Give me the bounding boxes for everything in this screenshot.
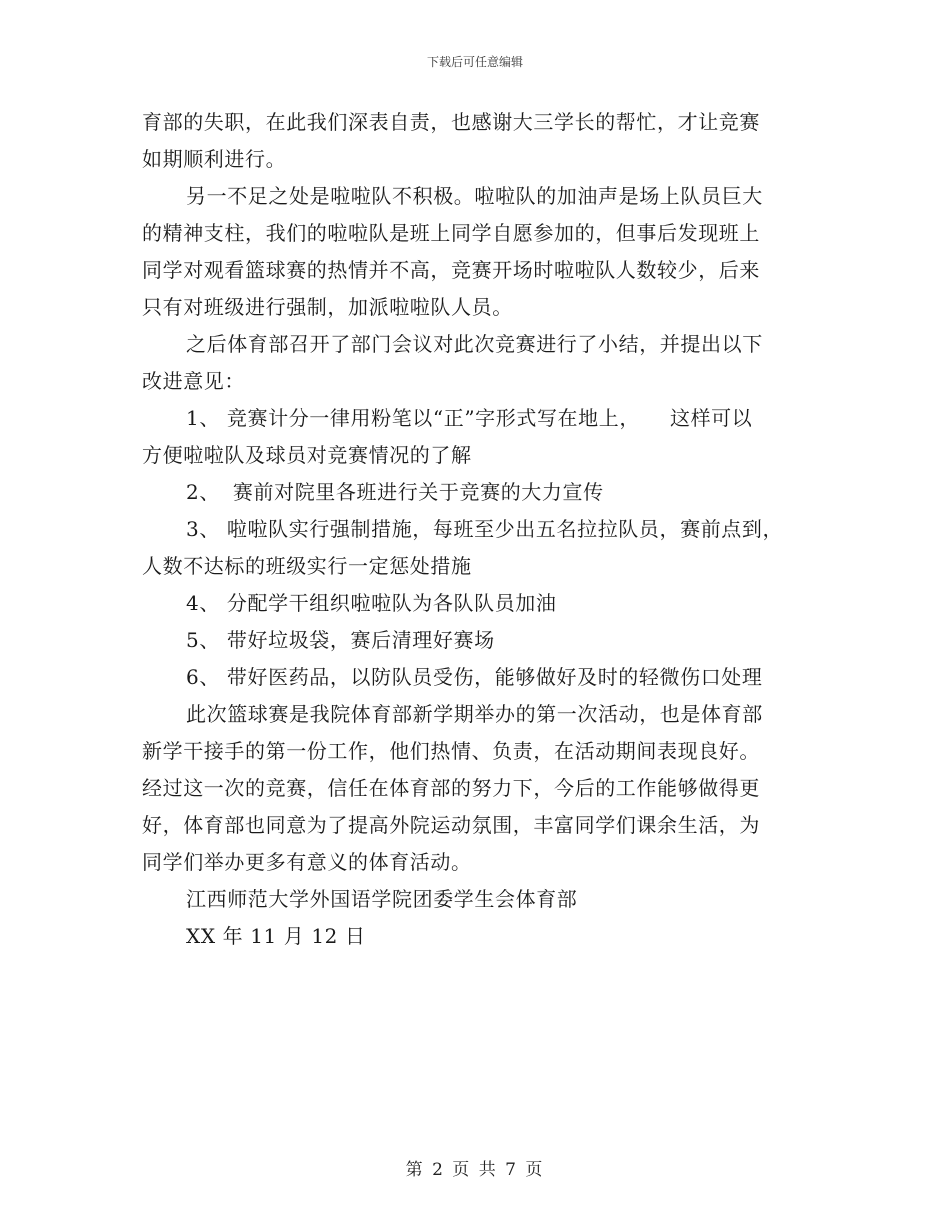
paragraph-3-line-1: 之后体育部召开了部门会议对此次竞赛进行了小结，并提出以下 (186, 332, 763, 356)
list-item-4 (142, 585, 814, 622)
list-item-text-cont: 这样可以 (669, 406, 753, 430)
list-item-text: 带好医药品，以防队员受伤，能够做好及时的轻微伤口处理 (226, 665, 763, 689)
list-item-number: 1、 (186, 406, 220, 430)
list-item-text: 啦啦队实行强制措施，每班至少出五名拉拉队员，赛前点到， (226, 517, 784, 541)
list-item-number: 2、 (186, 480, 220, 504)
page-number: 第 2 页 共 7 页 (405, 1160, 545, 1180)
list-item-3 (142, 511, 814, 548)
list-item-number: 4、 (186, 591, 220, 615)
paragraph-2-line-3: 同学对观看篮球赛的热情并不高，竞赛开场时啦啦队人数较少，后来 (142, 258, 760, 282)
document-body (142, 104, 814, 955)
paragraph-4-line-2: 新学干接手的第一份工作，他们热情、负责，在活动期间表现良好。 (142, 739, 760, 763)
list-item-number: 5、 (186, 628, 220, 652)
signature: 江西师范大学外国语学院团委学生会体育部 (186, 887, 578, 911)
paragraph-1-line-2: 如期顺利进行。 (142, 147, 287, 171)
date: XX 年 11 月 12 日 (186, 924, 366, 948)
list-item-1 (142, 400, 814, 437)
page-header: 下载后可任意编辑 (426, 55, 523, 69)
list-item-3-line-2: 人数不达标的班级实行一定惩处措施 (142, 554, 472, 578)
paragraph-1-line-1: 育部的失职，在此我们深表自责，也感谢大三学长的帮忙，才让竞赛 (142, 110, 760, 134)
list-item-1-line-2: 方便啦啦队及球员对竞赛情况的了解 (142, 443, 472, 467)
paragraph-2-line-4: 只有对班级进行强制，加派啦啦队人员。 (142, 295, 513, 319)
list-item-number: 6、 (186, 665, 220, 689)
paragraph-4-line-4: 好，体育部也同意为了提高外院运动氛围，丰富同学们课余生活，为 (142, 813, 760, 837)
paragraph-4-line-3: 经过这一次的竞赛，信任在体育部的努力下，今后的工作能够做得更 (142, 776, 760, 800)
list-item-5 (142, 622, 814, 659)
list-item-text: 分配学干组织啦啦队为各队队员加油 (226, 591, 557, 615)
list-item-text: 赛前对院里各班进行关于竞赛的大力宣传 (232, 480, 604, 504)
list-item-6 (142, 659, 814, 696)
paragraph-2-line-1: 另一不足之处是啦啦队不积极。啦啦队的加油声是场上队员巨大 (186, 184, 763, 208)
list-item-number: 3、 (186, 517, 220, 541)
list-item-text: 带好垃圾袋，赛后清理好赛场 (226, 628, 495, 652)
paragraph-4-line-5: 同学们举办更多有意义的体育活动。 (142, 850, 472, 874)
paragraph-3-line-2: 改进意见： (142, 369, 245, 393)
list-item-text: 竞赛计分一律用粉笔以“正”字形式写在地上， (226, 406, 640, 430)
paragraph-2-line-2: 的精神支柱，我们的啦啦队是班上同学自愿参加的，但事后发现班上 (142, 221, 760, 245)
paragraph-4-line-1: 此次篮球赛是我院体育部新学期举办的第一次活动，也是体育部 (186, 702, 763, 726)
list-item-2 (142, 474, 814, 511)
